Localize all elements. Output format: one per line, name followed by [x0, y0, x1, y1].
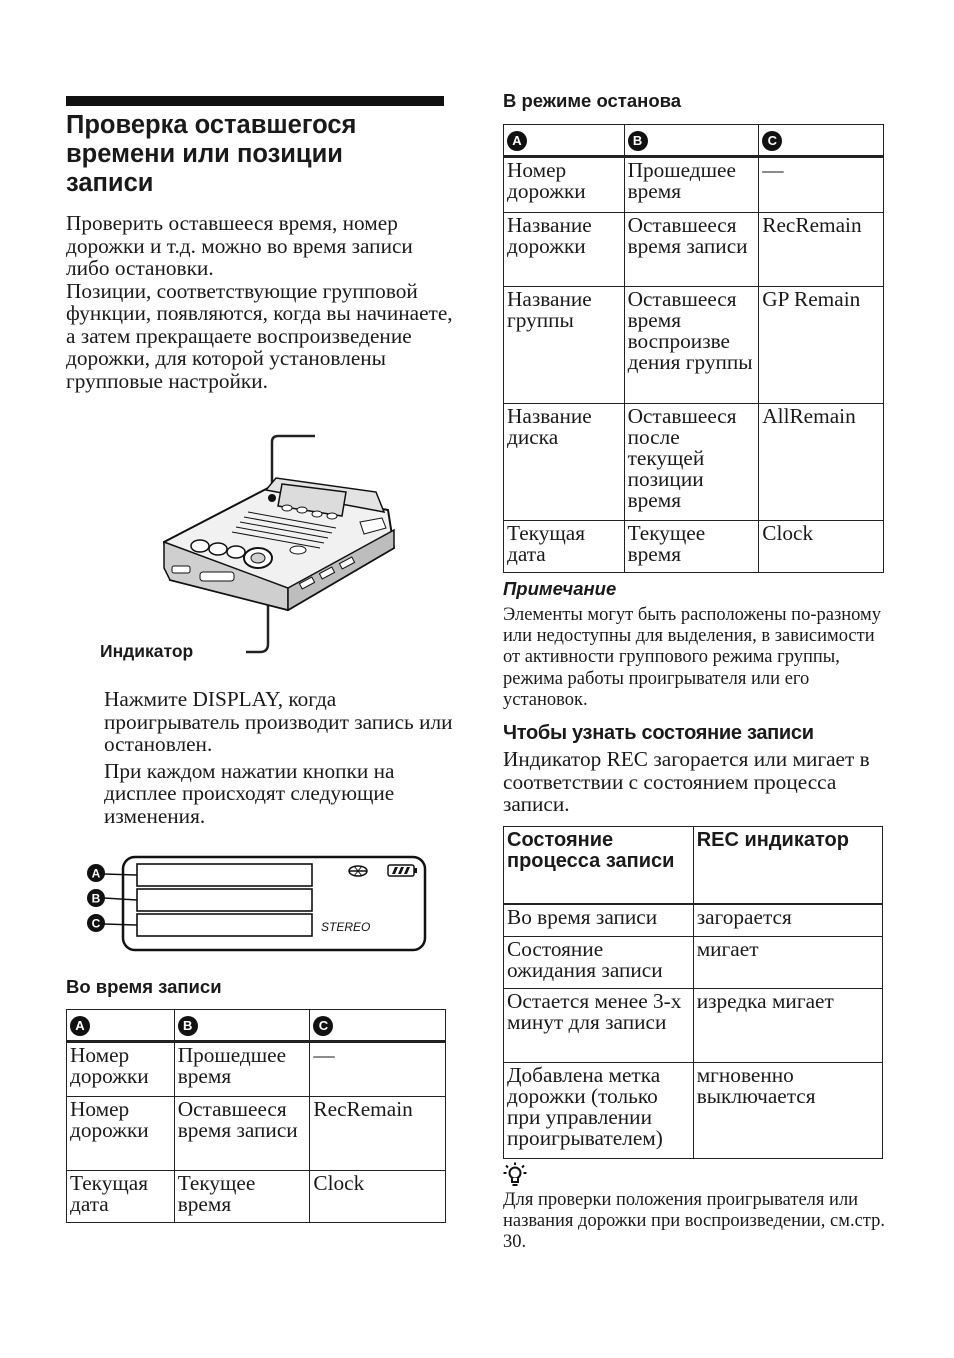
table-cell: Название диска — [504, 404, 625, 521]
stop-display-table — [503, 124, 884, 573]
table-cell: Остается менее 3-х минут для записи — [504, 989, 694, 1063]
lcd-marker-a — [87, 864, 105, 882]
table-cell: Номер дорожки — [67, 1097, 175, 1171]
page-title-line-3: записи — [66, 169, 154, 197]
column-c-badge: C — [313, 1016, 333, 1036]
table-cell: мгновенно выключается — [693, 1063, 882, 1159]
indicator-label: Индикатор — [100, 641, 194, 661]
table-cell: Номер дорожки — [67, 1042, 175, 1097]
recording-section-heading: Во время записи — [66, 976, 222, 997]
table-cell: Clock — [759, 521, 884, 573]
table-row — [504, 989, 883, 1063]
recording-display-table — [66, 1009, 446, 1223]
column-b-header — [174, 1010, 310, 1042]
column-b-badge: B — [178, 1016, 198, 1036]
table-cell: GP Remain — [759, 287, 884, 404]
disc-icon — [349, 866, 367, 876]
rec-indicator-column-header: REC индикатор — [693, 827, 882, 905]
table-cell: Текущее время — [174, 1171, 310, 1223]
column-b-header — [624, 125, 759, 157]
table-cell: Номер дорожки — [504, 157, 625, 213]
tip-text: Для проверки положения проигрывателя или названия дорожки при воспроизведении, см.стр. 30. — [503, 1190, 885, 1253]
table-cell: Прошедшее время — [174, 1042, 310, 1097]
page-title — [66, 111, 446, 198]
stop-section-heading: В режиме останова — [503, 90, 682, 111]
table-cell: Добавлена метка дорожки (только при управлении проигрывателем) — [504, 1063, 694, 1159]
column-a-header — [67, 1010, 175, 1042]
step-paragraph-1: Нажмите DISPLAY, когда проигрыватель производит запись или остановлен. — [104, 687, 453, 756]
column-a-badge: A — [70, 1016, 90, 1036]
lcd-marker-a-label: A — [91, 866, 101, 881]
rec-status-heading: Чтобы узнать состояние записи — [503, 722, 814, 744]
table-cell: Текущая дата — [504, 521, 625, 573]
lcd-marker-c — [87, 914, 105, 932]
note-text: Элементы могут быть расположены по-разному или недоступны для выделения, в зависимости от активности группового режима группы, режима работы проигрывателя или его установок. — [503, 605, 882, 710]
intro-paragraph-1: Проверить оставшееся время, номер дорожки и т.д. можно во время записи либо остановки. — [66, 211, 413, 280]
table-row — [504, 521, 884, 573]
column-c-header — [759, 125, 884, 157]
step-paragraph-2: При каждом нажатии кнопки на дисплее происходят следующие изменения. — [104, 758, 395, 828]
table-cell: Название дорожки — [504, 213, 625, 287]
table-row — [504, 157, 884, 213]
page-title-line-2: времени или позиции — [66, 140, 343, 168]
table-row — [504, 937, 883, 989]
table-cell: Оставшееся время записи — [174, 1097, 310, 1171]
table-header-row — [504, 827, 883, 905]
table-row — [67, 1171, 446, 1223]
page-title-line-1: Проверка оставшегося — [66, 111, 357, 139]
table-cell: мигает — [693, 937, 882, 989]
table-cell: — — [759, 157, 884, 213]
column-c-badge: C — [762, 131, 782, 151]
lcd-marker-b — [87, 889, 105, 907]
table-cell: RecRemain — [759, 213, 884, 287]
table-cell: загорается — [693, 904, 882, 937]
table-cell: Оставшееся время воспроизве дения группы — [624, 287, 759, 404]
table-cell: Название группы — [504, 287, 625, 404]
lcd-marker-b-label: B — [91, 891, 101, 906]
column-b-badge: B — [628, 131, 648, 151]
table-row — [67, 1042, 446, 1097]
table-row — [504, 1063, 883, 1159]
lightbulb-icon — [503, 1162, 527, 1188]
rec-status-table — [503, 826, 883, 1159]
table-cell: Состояние ожидания записи — [504, 937, 694, 989]
table-cell: Оставшееся после текущей позиции время — [624, 404, 759, 521]
table-cell: Текущая дата — [67, 1171, 175, 1223]
battery-icon — [388, 865, 417, 876]
intro-text — [66, 212, 456, 392]
table-cell: Clock — [310, 1171, 446, 1223]
title-rule — [66, 96, 444, 106]
intro-paragraph-2: Позиции, соответствующие групповой функции, появляются, когда вы начинаете, а затем прекращаете воспроизведение дорожки, для которой установлены групповые настройки. — [66, 278, 453, 393]
table-cell: Текущее время — [624, 521, 759, 573]
lcd-marker-c-label: C — [91, 916, 101, 931]
table-row — [504, 904, 883, 937]
step-instructions — [104, 688, 454, 827]
status-column-header: Состояние процесса записи — [504, 827, 694, 905]
table-row — [504, 404, 884, 521]
table-cell: Прошедшее время — [624, 157, 759, 213]
table-cell: Во время записи — [504, 904, 694, 937]
table-row — [504, 213, 884, 287]
column-c-header — [310, 1010, 446, 1042]
note-heading: Примечание — [503, 578, 617, 599]
table-cell: Оставшееся время записи — [624, 213, 759, 287]
column-a-header — [504, 125, 625, 157]
table-cell: RecRemain — [310, 1097, 446, 1171]
column-a-badge: A — [507, 131, 527, 151]
table-cell: изредка мигает — [693, 989, 882, 1063]
table-header-row — [67, 1010, 446, 1042]
table-row — [67, 1097, 446, 1171]
table-cell: — — [310, 1042, 446, 1097]
table-header-row — [504, 125, 884, 157]
rec-status-text: Индикатор REC загорается или мигает в соответствии с состоянием процесса записи. — [503, 747, 870, 816]
stereo-indicator: STEREO — [321, 920, 371, 934]
table-cell: AllRemain — [759, 404, 884, 521]
player-illustration — [150, 430, 410, 670]
table-row — [504, 287, 884, 404]
display-diagram — [86, 852, 432, 954]
